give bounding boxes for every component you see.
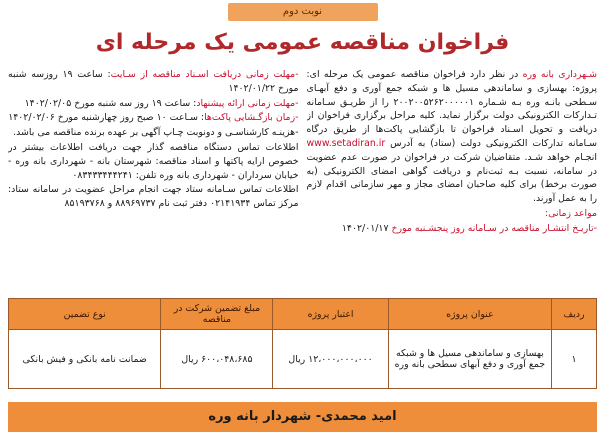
intro-paragraph bbox=[307, 68, 598, 206]
municipality-name: شـهرداری بانه وره bbox=[522, 69, 597, 80]
notice-round-badge: نوبت دوم bbox=[228, 3, 378, 21]
cell-project-credit: ۱۲،۰۰۰،۰۰۰،۰۰۰ ریال bbox=[273, 330, 388, 389]
cell-guarantee-type: ضمانت نامه بانکی و فیش بانکی bbox=[9, 330, 161, 389]
header-row-number: ردیف bbox=[552, 299, 597, 330]
doc-deadline-text: : ساعت ۱۹ روزسه شنبه مورخ ۱۴۰۲/۰۱/۲۲ bbox=[8, 69, 299, 94]
setad-contact-info: اطلاعات تماس سـامانه ستاد جهت انجام مراحل عضویت در سامانه ستاد: مرکز تماس ۰۲۱۴۱۹۳۴ دفتر ثبت نام ۸۸۹۶۹۷۳۷ و ۸۵۱۹۳۷۶۸ bbox=[8, 184, 299, 210]
cell-project-title: بهسازی و ساماندهی مسیل ها و شبکه جمع آوری و دفع آبهای سطحی بانه وره bbox=[388, 330, 551, 389]
notice-title: فراخوان مناقصه عمومی یک مرحله ای bbox=[95, 30, 510, 55]
header-guarantee-type: نوع تضمین bbox=[9, 299, 161, 330]
doc-deadline-label: -مهلت زمانی دریافت اسـناد مناقصه از سـایت bbox=[110, 69, 299, 80]
fee-line: -هزینـه کارشناسـی و دونوبت چـاپ آگهی بر عهده برنده مناقصه می باشد. bbox=[13, 127, 299, 139]
offer-deadline-label: -مهلت زمانی ارائه پیشنهاد bbox=[196, 97, 299, 109]
signature-footer: امید محمدی- شهردار بانه وره bbox=[8, 402, 597, 432]
offer-deadline-line bbox=[8, 97, 299, 111]
header-project-credit: اعتبار پروژه bbox=[273, 299, 388, 330]
left-column bbox=[8, 68, 299, 296]
offer-deadline-text: : ساعت ۱۹ روز سه شنبه مورخ ۱۴۰۲/۰۲/۰۵ bbox=[24, 97, 197, 109]
intro-text: در نظر دارد فراخوان مناقصه عمومی یک مرحله ای: پروژه: بهسازی و ساماندهی مسیل ها و شبکه جمع آوری و دفع آبهـای سـطحی بانـه وره بـه شـماره ۲۰۰۲۰۰۵۲۶۲۰۰۰۰۰۱ را از طریـق سـامانه تـدارکات الکترونیکی دولت برگزار نماید. کلیه مراحل برگزاری فراخوان از دریافت و تحویل اسـناد فراخوان تا بازگشایی پاکت‌ها از طریق درگاه سـامانه تدارکات الکترونیکی دولت (ستاد) به آدرس bbox=[306, 69, 597, 149]
tender-table bbox=[8, 298, 597, 389]
publish-label: -تاریـخ انتشـار مناقصه در سـامانه روز پنجشـنبه مورخ bbox=[391, 222, 597, 234]
table-row bbox=[9, 330, 597, 389]
opening-line bbox=[8, 111, 299, 125]
contact-info: اطلاعات تماس دستگاه مناقصه گذار جهت دریافت اطلاعات بیشتر در خصوص ارایه پاکتها و اسناد مناقصه: شهرستان بانه - شهرداری بانه وره - خیابان سرداران - شهرداری بانه وره تلفن: ۰۸۳۴۳۳۴۴۴۲۴۱ bbox=[8, 141, 299, 181]
publish-date-line bbox=[307, 222, 598, 236]
table-header-row bbox=[9, 299, 597, 330]
dates-heading: مواعد زمانی: bbox=[545, 207, 597, 219]
header-project-title: عنوان پروژه bbox=[388, 299, 551, 330]
opening-text: : سـاعت ۱۰ صبح روز چهارشنبه مورخ ۱۴۰۲/۰۲/۰۶ bbox=[8, 112, 205, 124]
publish-date: ۱۴۰۲/۰۱/۱۷ bbox=[341, 222, 389, 234]
intro-text-end: انجـام خواهد شـد. متقاضیان شرکت در فراخوان در صورت عدم عضویت در سامانه، نسبت بـه ثبت‌نام و دریافت گواهی امضای الکترونیکی (به صورت برخط) برای کلیه صاحبان امضای مجاز و مهر سازمانی اقدام لازم را به عمل آورند. bbox=[306, 151, 597, 205]
cell-row-number: ۱ bbox=[552, 330, 597, 389]
notice-body bbox=[8, 68, 597, 296]
right-column bbox=[307, 68, 598, 296]
opening-label: -زمان بازگـشایی پاکت‌ها bbox=[204, 112, 299, 124]
header-guarantee-amount: مبلغ تضمین شرکت در مناقصه bbox=[161, 299, 273, 330]
doc-deadline-line bbox=[8, 68, 299, 96]
cell-guarantee-amount: ۶۰۰،۰۴۸،۶۸۵ ریال bbox=[161, 330, 273, 389]
setad-website-link[interactable]: www.setadiran.ir bbox=[306, 137, 386, 149]
